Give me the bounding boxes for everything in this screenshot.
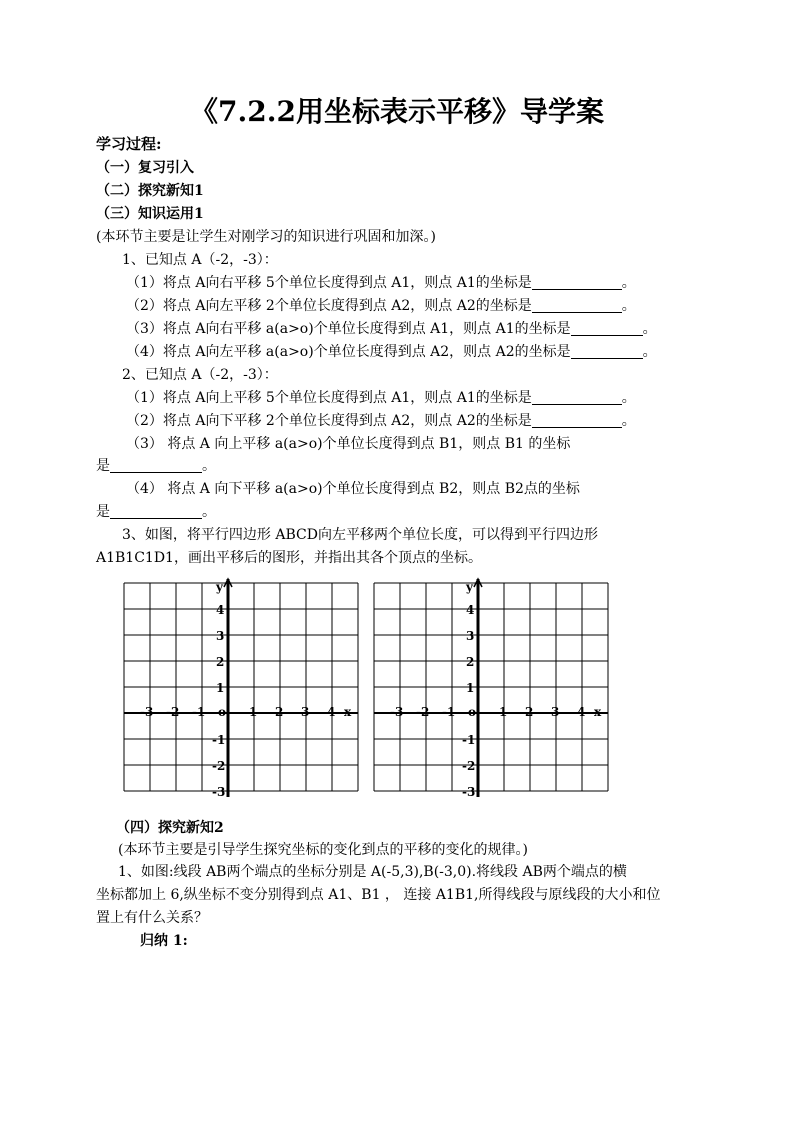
y-tick-label: 1	[216, 681, 225, 695]
section-explore-1-heading: （二）探究新知1	[96, 183, 204, 199]
y-tick-label: -2	[462, 759, 476, 773]
answer-blank[interactable]	[532, 298, 622, 313]
x-axis-label: x	[594, 705, 602, 719]
x-tick-label: 1	[499, 705, 508, 719]
summary-1-label: 归纳 1:	[140, 933, 188, 949]
y-tick-label: -3	[212, 785, 226, 799]
x-axis-label: x	[344, 705, 352, 719]
answer-blank[interactable]	[532, 390, 622, 405]
x-tick-label: -1	[192, 705, 206, 719]
y-tick-label: -2	[212, 759, 226, 773]
section-apply-1-heading: （三）知识运用1	[96, 206, 204, 222]
y-tick-label: 2	[466, 655, 475, 669]
y-tick-label: -1	[462, 733, 476, 747]
question-2-2: （2）将点 A向下平移 2个单位长度得到点 A2，则点 A2的坐标是 。	[126, 413, 636, 429]
y-tick-label: -1	[212, 733, 226, 747]
question-2-1: （1）将点 A向上平移 5个单位长度得到点 A1，则点 A1的坐标是 。	[126, 390, 636, 406]
y-axis-label: y	[216, 580, 223, 594]
question-2-3-cont: 是 。	[96, 458, 216, 474]
section-apply-1-note: (本环节主要是让学生对刚学习的知识进行巩固和加深。)	[96, 229, 436, 245]
answer-blank[interactable]	[571, 344, 643, 359]
study-process-heading: 学习过程:	[96, 135, 162, 153]
section-review-heading: （一）复习引入	[96, 160, 194, 176]
x-tick-label: -1	[442, 705, 456, 719]
x-tick-label: 3	[551, 705, 560, 719]
question-2-4-cont: 是 。	[96, 504, 216, 520]
x-tick-label: 4	[327, 705, 336, 719]
question-2-heading: 2、已知点 A（-2，-3）：	[122, 367, 278, 383]
section-explore-2-heading: （四）探究新知2	[116, 820, 224, 836]
x-tick-label: -2	[416, 705, 430, 719]
problem-1-line-1: 1、如图:线段 AB两个端点的坐标分别是 A(-5,3),B(-3,0).将线段 AB两个端点的横	[118, 864, 627, 880]
problem-1-line-2: 坐标都加上 6,纵坐标不变分别得到点 A1、B1 ， 连接 A1B1,所得线段与原线段的大小和位	[96, 887, 661, 903]
y-tick-label: 4	[216, 603, 225, 617]
question-3-line-1: 3、如图，将平行四边形 ABCD向左平移两个单位长度，可以得到平行四边形	[122, 527, 598, 543]
question-3-line-2: A1B1C1D1，画出平移后的图形，并指出其各个顶点的坐标。	[96, 550, 482, 566]
section-explore-2-note: (本环节主要是引导学生探究坐标的变化到点的平移的变化的规律。)	[118, 842, 528, 858]
question-1-3: （3）将点 A向右平移 a(a>o)个单位长度得到点 A1，则点 A1的坐标是 。	[126, 321, 657, 337]
question-1-heading: 1、已知点 A（-2，-3）：	[122, 252, 278, 268]
y-tick-label: 1	[466, 681, 475, 695]
question-2-3: （3） 将点 A 向上平移 a(a>o)个单位长度得到点 B1，则点 B1 的坐标	[126, 436, 571, 452]
y-tick-label: 4	[466, 603, 475, 617]
x-tick-label: -3	[390, 705, 404, 719]
x-tick-label: -3	[140, 705, 154, 719]
y-axis-label: y	[466, 580, 473, 594]
x-tick-label: 4	[577, 705, 586, 719]
y-tick-label: -3	[462, 785, 476, 799]
y-tick-label: 2	[216, 655, 225, 669]
y-tick-label: 3	[216, 629, 225, 643]
question-2-4: （4） 将点 A 向下平移 a(a>o)个单位长度得到点 B2，则点 B2点的坐标	[126, 481, 580, 497]
coordinate-grid-left	[120, 575, 380, 807]
answer-blank[interactable]	[571, 321, 643, 336]
x-tick-label: 2	[525, 705, 534, 719]
answer-blank[interactable]	[110, 504, 202, 519]
x-tick-label: 1	[249, 705, 258, 719]
answer-blank[interactable]	[110, 458, 202, 473]
answer-blank[interactable]	[532, 275, 622, 290]
question-1-4: （4）将点 A向左平移 a(a>o)个单位长度得到点 A2，则点 A2的坐标是 。	[126, 344, 657, 360]
question-1-2: （2）将点 A向左平移 2个单位长度得到点 A2，则点 A2的坐标是 。	[126, 298, 636, 314]
origin-label: o	[468, 705, 477, 719]
coordinate-grid-right	[370, 575, 630, 807]
question-1-1: （1）将点 A向右平移 5个单位长度得到点 A1，则点 A1的坐标是 。	[126, 275, 636, 291]
y-tick-label: 3	[466, 629, 475, 643]
page-title: 《7.2.2用坐标表示平移》导学案	[190, 95, 604, 128]
x-tick-label: -2	[166, 705, 180, 719]
x-tick-label: 3	[301, 705, 310, 719]
origin-label: o	[218, 705, 227, 719]
answer-blank[interactable]	[532, 413, 622, 428]
x-tick-label: 2	[275, 705, 284, 719]
problem-1-line-3: 置上有什么关系？	[96, 910, 208, 926]
